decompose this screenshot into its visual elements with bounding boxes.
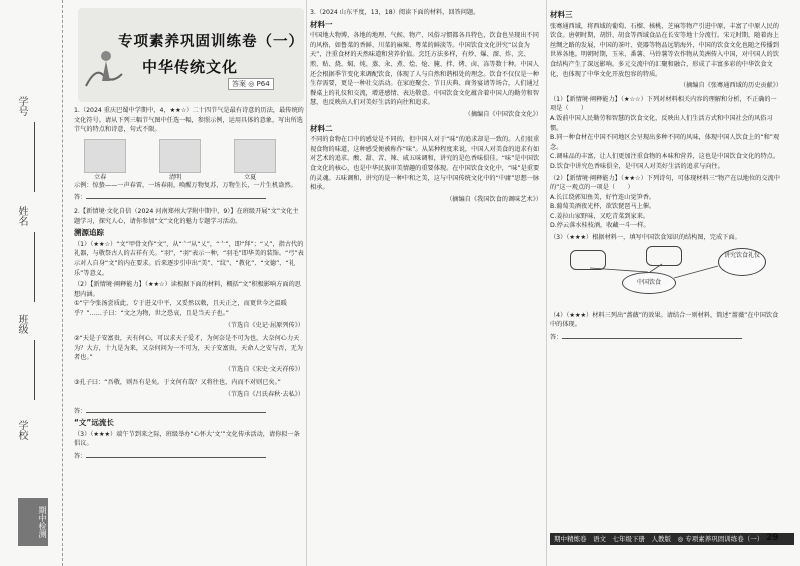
solar-term-picture [84, 139, 126, 173]
side-label-xuexiao: 学校 [16, 420, 27, 440]
binding-margin [0, 0, 63, 566]
section-title: 专项素养巩固训练卷（一） [118, 34, 304, 50]
side-fill-line [34, 122, 35, 192]
solar-term-picture [159, 139, 201, 173]
solar-term-caption: 立春 [94, 173, 107, 181]
section-header [78, 8, 304, 102]
material-source: （摘编自《中国饮食文化》） [464, 110, 542, 118]
page-number: 29 [766, 533, 779, 543]
side-fill-line [34, 232, 35, 302]
option-a[interactable]: A.长江绕郭知鱼美，好竹连山觉笋香。 [550, 193, 656, 201]
answer-label: 答： [74, 453, 87, 461]
column-divider [546, 0, 547, 566]
question-2-part-3: （3）（★★★）端午节到来之际，班级举办“心怀大‘文’”文化传承活动，请你拟一条倡议。 [74, 430, 300, 448]
question-1-example: 示例：惊蛰——一声春雷，一场春雨，唤醒万物复苏，万物生长，一片生机盎然。 [74, 181, 297, 189]
quote-1: ①“宁令张汤尝质此，专于进义中平，又妥然以敕，且天正之，而更世今之温暖乎？”……子曰：“文之为物，世之恐哀，且是当天子也。” [74, 300, 287, 317]
question-3-stem: 3.（2024 山东平度，13，18）阅读下面的材料，回答问题。 [310, 9, 480, 16]
answer-label: 答： [74, 407, 87, 415]
option-b[interactable]: B.同一种食材在中国不同地区会呈现出多种不同的风味，体现中国人饮食上的“和”观念。 [550, 134, 780, 151]
answer-line [86, 449, 266, 458]
answer-label: 答： [550, 333, 563, 341]
side-label-banji: 班级 [16, 314, 27, 334]
answer-reference: 答案 ◎ P64 [228, 78, 274, 90]
option-c[interactable]: C.姜拉山家野味，又吃青菜到家来。 [550, 212, 650, 220]
side-label-xingming: 姓名 [16, 206, 27, 226]
diagram-connectors [550, 246, 782, 308]
answer-area[interactable] [74, 449, 304, 462]
answer-line [86, 190, 266, 199]
question-1-stem: 1.（2024 重庆巴蜀中学期中，4，★★☆）二十四节气是最有诗意的历法，最传统的文化符号。请从下列三幅节气图中任选一幅，参照示例，运用具体的意象，写出所选节气的特点和诗意，句式不限。 [74, 107, 304, 134]
quote-2: ②“天是子安富贵，天有何心，可以求天子爱才，为何奈是不可为也，大奈何心力天为？大方，十九是为来，又奈何问为一不可为，天子安富贵，天命人之安与否，无为者也。” [74, 335, 303, 362]
quote-source: （节选自《史记·屈原列传》） [224, 321, 304, 329]
option-c[interactable]: C.调味品的丰富，让人们更加注重食物的本味和营养，这也是中国饮食文化的特点。 [550, 153, 780, 161]
subsection-title: “文”远流长 [74, 418, 114, 428]
question-3-part-3: （3）（★★★）根据材料一，填写中国饮食知识的结构图，完成下面。 [550, 234, 741, 242]
column-left [74, 106, 304, 462]
material-source: （摘编自《我国饮食的调味艺术》） [446, 195, 542, 203]
side-label-xuehao: 学号 [16, 96, 27, 116]
answer-label: 答： [74, 194, 87, 202]
question-2-stem: 2.【新情境·文化自信（2024 河南郑州大学附中期中，9）】在班级开展“文”文化主题学习，探究人心，请你参加“文”文化的魅力专题学习活动。 [74, 207, 299, 225]
page-footer: 期中精炼卷 语文 七年级下册 人教版 ◎ 专项素养巩固训练卷（一） [550, 533, 794, 545]
answer-area[interactable] [74, 190, 304, 203]
diagram-node: 讲究饮食礼仪 [718, 248, 766, 276]
answer-area[interactable] [74, 404, 304, 417]
column-divider [306, 0, 307, 566]
column-middle [310, 8, 542, 208]
series-stamp: 期中检测 [18, 498, 48, 546]
side-fill-line [34, 340, 35, 400]
material-title: 材料一 [310, 19, 333, 29]
section-subtitle: 中华传统文化 [142, 58, 239, 76]
question-2-part-2: （2）【新情境·阐释能力】（★★☆）读根据下面的材料，概括“文”积极影响方面的思想内涵。 [74, 281, 301, 298]
answer-line [86, 404, 266, 413]
solar-term-pictures [74, 137, 304, 181]
solar-term-caption: 立夏 [244, 173, 257, 181]
answer-line [562, 330, 742, 339]
diagram-center-node: 中国饮食 [622, 272, 676, 294]
material-3-body: 张骞通西域，将西域的葡萄、石榴、核桃、芝麻等物产引进中原，丰富了中原人民的饮食。唐朝时期，胡饼、胡食等西域食品在长安等地十分流行。宋元时期，随着海上丝绸之路的发展，中国的茶叶、瓷器等物品远销海外，中国的饮食文化也随之传播到世界各地。明朝时期，玉米、番薯、马铃薯等农作物从美洲传入中国，对中国人的饮食结构产生了深远影响。多元交流中的汇聚和融合，形成了丰富多彩的中华饮食文化，也体现了中华文化开放包容的特质。 [550, 22, 779, 78]
question-2-part-1: （1）（★★☆）“文”甲骨文作“文”，从“亠”从“乂”，“亠”，即“拜”；“乂”，指古代的礼器，与敬祭古人的吉祥有关。“羽”，“羽”表示一种，“羽毛”即华美的装饰。“弓”表示对人自身“文”的内在要求。后来逐步引申出“美”、“纹”、“教化”、“文德”、“礼乐”等意义。 [74, 240, 304, 277]
quote-3: ③孔子曰：“吾敬，则吾有是矣。于文何有哉？又将往也，内而不对则已矣。” [74, 379, 281, 387]
question-3-part-4: （4）（★★★）材料三列出“蔷薇”的效果。请结合一则材料，简述“蔷薇”在中国饮食中的体现。 [550, 311, 779, 329]
material-title: 材料三 [550, 10, 573, 19]
material-source: （摘编自《张骞通西域的历史贡献》） [679, 82, 782, 90]
quote-source: （节选自《吕氏春秋·去私》） [224, 391, 304, 399]
option-d[interactable]: D.停云落水桂枝酒，收藏一斗一样。 [550, 222, 650, 230]
material-2-body: 不同的食物在口中的感觉是不同的，但中国人对于“味”的追求却是一致的。人们很重视食物的味道，这种感受便被称作“味”。从某种程度来说，中国人对美食的追求有如对艺术的追求。酸、甜、苦、辣、咸五味调和，讲究的是色香味俱佳。“味”是中国饮食文化的核心，也是中华民族审美情趣的重要体现。在中国饮食文化中，“味”是重要的灵魂。五味调和，讲究的是一种中和之美，这与中国传统文化中的“中庸”思想一脉相承。 [310, 136, 540, 192]
solar-term-picture [234, 139, 276, 173]
column-right [550, 8, 782, 342]
knowledge-structure-diagram [550, 246, 782, 308]
option-b[interactable]: B.葡萄美酒夜光杯，欲饮琵琶马上催。 [550, 203, 656, 211]
answer-area[interactable] [550, 330, 782, 343]
material-title: 材料二 [310, 123, 333, 133]
option-d[interactable]: D.饮食中讲究色香味俱全，是中国人对美好生活的追求与向往。 [550, 162, 724, 170]
solar-term-caption: 清明 [169, 173, 182, 181]
subsection-title: 溯源追踪 [74, 228, 104, 238]
question-3-part-1: （1）【新情境·阐释能力】（★☆☆）下列对材料相关内容的理解和分析，不正确的一项是（ ） [550, 95, 777, 113]
material-1-body: 中国地大物博，各地的地理、气候、物产、风俗习惯都各具特色，饮食也呈现出不同的风格，如鲁菜的香鲜、川菜的麻辣、粤菜的鲜淡等。中国饮食文化讲究“以食为天”，注重食材的天然味道和营养价值。烹饪方法多样，有炒、爆、溜、炸、烹、煎、贴、烧、焖、炖、蒸、汆、煮、烩、炝、腌、拌、烤、卤、冻等数十种。中国人还会根据季节变化来调配饮食，体现了人与自然和谐相处的理念。饮食不仅仅是一种生存需要，更是一种社交活动。在家庭聚会、节日庆典、商务宴请等场合，人们通过餐桌上的礼仪和交流，增进感情、表达敬意。中国饮食文化蕴含着中国人的勤劳和智慧，也反映出人们对美好生活的向往和追求。 [310, 32, 539, 107]
question-3-part-2: （2）【新情境·阐释能力】（★★☆）下列诗句，可体现材料三“物产在以地位的交流中的”这一观点的一项是（ ） [550, 174, 780, 192]
quote-source: （节选自《宋史·文天祥传》） [224, 365, 304, 373]
option-a[interactable]: A.饭前中国人民勤劳和智慧的饮食文化，反映出人们生活方式和中国社会的风俗习惯。 [550, 114, 773, 132]
